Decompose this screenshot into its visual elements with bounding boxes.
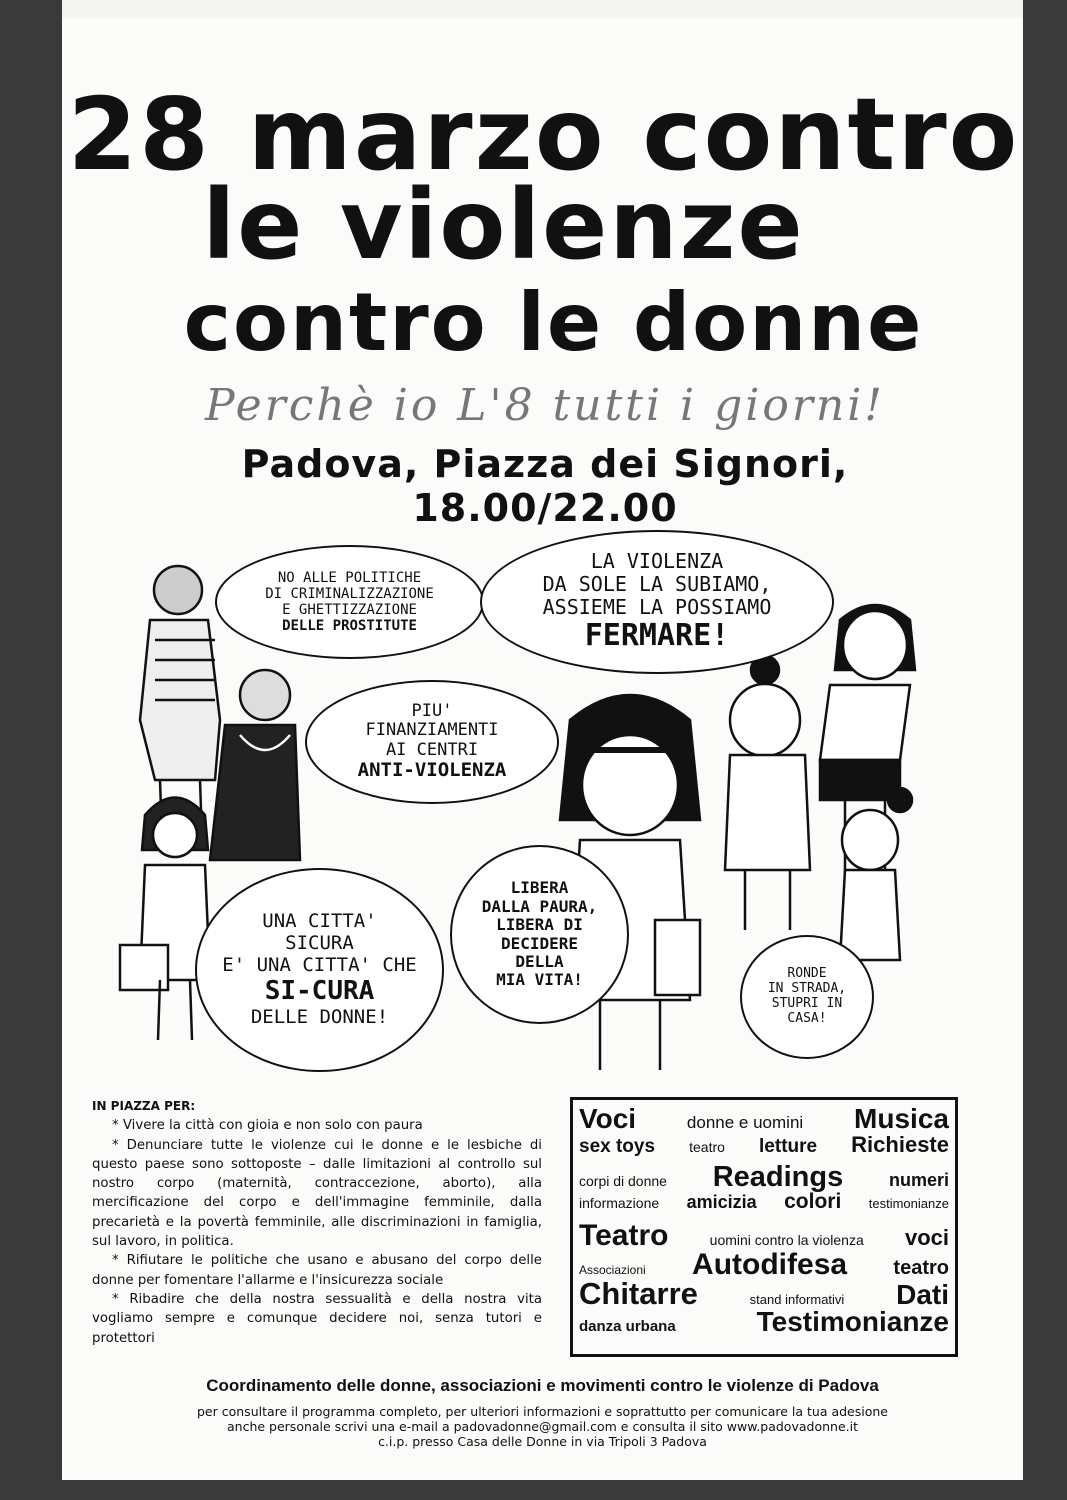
bubble-line: E' UNA CITTA' CHE <box>222 954 417 977</box>
speech-bubble-fermare <box>480 530 834 674</box>
word: Autodifesa <box>692 1248 848 1281</box>
word: Testimonianze <box>756 1306 949 1337</box>
in-piazza-item: * Rifiutare le politiche che usano e abusano del corpo delle donne per fomentare l'allarme e l'insicurezza sociale <box>92 1253 542 1288</box>
tagline: Perchè io L'8 tutti i giorni! <box>205 380 885 431</box>
word: Associazioni <box>579 1263 646 1277</box>
contact-line: per consultare il programma completo, per ulteriori informazioni e soprattutto per comunicare la tua adesione <box>197 1404 888 1419</box>
word: Musica <box>854 1103 949 1134</box>
word: teatro <box>893 1257 949 1279</box>
bubble-line: DECIDERE <box>500 933 579 953</box>
in-piazza-item: * Vivere la città con gioia e non solo con paura <box>112 1118 423 1134</box>
speech-bubble-ronde <box>740 935 874 1059</box>
word-cloud-row <box>579 1162 949 1191</box>
word: danza urbana <box>579 1318 676 1335</box>
bubble-line: DA SOLE LA SUBIAMO, <box>542 572 772 597</box>
word-cloud-row <box>579 1307 949 1336</box>
word: Dati <box>896 1279 949 1310</box>
in-piazza-section <box>92 1097 542 1348</box>
speech-bubble-finanziamenti <box>305 680 559 804</box>
word: amicizia <box>686 1192 757 1212</box>
figure-girl-glasses <box>840 788 912 960</box>
in-piazza-item: * Ribadire che della nostra sessualità e della nostra vita vogliamo sempre e comunque decidere noi, senza tutori e protettori <box>92 1291 542 1346</box>
in-piazza-item: * Denunciare tutte le violenze cui le donne e le lesbiche di questo paese sono sottoposte – dalle limitazioni al controllo sul nostro corpo (maternità, contraccezione, aborto), alla mercificazione del corpo e dell'immagine femminile, dalla precarietà e la povertà femminile, alle discriminazioni in famiglia, sul lavoro, in politica. <box>92 1137 542 1250</box>
word: Chitarre <box>579 1276 698 1311</box>
bubble-line: FERMARE! <box>584 618 730 654</box>
figure-girl-bun <box>725 656 810 930</box>
bubble-line: SICURA <box>285 932 354 955</box>
word-cloud-row <box>579 1219 949 1252</box>
word: Readings <box>712 1161 844 1193</box>
speech-bubble-prostitute <box>215 545 484 659</box>
word: voci <box>904 1225 949 1250</box>
title-line-3: contro le donne <box>183 276 924 369</box>
title-line-2: le violenze <box>202 169 805 281</box>
speech-bubble-citta-sicura <box>195 868 444 1072</box>
bubble-line: PIU' <box>411 700 453 721</box>
word: Richieste <box>851 1132 949 1157</box>
bubble-line: UNA CITTA' <box>262 910 377 933</box>
bubble-line: STUPRI IN <box>771 996 843 1011</box>
bubble-line: DI CRIMINALIZZAZIONE <box>265 585 434 602</box>
word: Voci <box>579 1103 637 1134</box>
word-cloud-row <box>579 1191 949 1220</box>
figure-woman-handbag <box>120 798 210 1041</box>
title-line-1: 28 marzo contro <box>67 76 1020 193</box>
bubble-line: SI-CURA <box>264 975 375 1006</box>
word-cloud-row <box>579 1104 949 1133</box>
bubble-line: MIA VITA! <box>496 970 583 990</box>
bubble-line: CASA! <box>787 1010 827 1026</box>
word: sex toys <box>579 1136 656 1157</box>
bubble-line: E GHETTIZZAZIONE <box>282 602 417 618</box>
word: stand informativi <box>749 1292 845 1307</box>
speech-bubble-libera <box>450 845 629 1024</box>
bubble-line: LA VIOLENZA <box>590 549 724 574</box>
bubble-line: LIBERA DI <box>496 915 583 935</box>
contact-info <box>62 1404 1023 1449</box>
bubble-line: LIBERA <box>510 878 569 898</box>
word-cloud-row <box>579 1133 949 1162</box>
word: corpi di donne <box>579 1173 667 1189</box>
word: colori <box>784 1190 842 1213</box>
word: letture <box>759 1136 818 1157</box>
figure-woman-necklace <box>210 670 300 860</box>
contact-line: anche personale scrivi una e-mail a padovadonne@gmail.com e consulta il sito www.padovadonne.it <box>227 1419 858 1434</box>
word: numeri <box>888 1170 949 1190</box>
word: informazione <box>579 1195 660 1211</box>
word: testimonianze <box>868 1196 949 1211</box>
word: teatro <box>689 1139 725 1155</box>
bubble-line: AI CENTRI <box>385 739 479 760</box>
organizer-line: Coordinamento delle donne, associazioni e movimenti contro le violenze di Padova <box>206 1376 879 1395</box>
bubble-line: DALLA PAURA, <box>481 896 598 916</box>
scan-border-bottom <box>0 1480 1067 1500</box>
bubble-line: RONDE <box>787 966 827 982</box>
bubble-line: ANTI-VIOLENZA <box>357 759 507 782</box>
bubble-line: DELLE DONNE! <box>250 1005 389 1028</box>
word: donne e uomini <box>686 1113 804 1132</box>
word: Teatro <box>579 1219 669 1252</box>
event-place-time: Padova, Piazza dei Signori, 18.00/22.00 <box>241 442 849 530</box>
bubble-line: NO ALLE POLITICHE <box>277 569 422 586</box>
bubble-line: DELLE PROSTITUTE <box>282 618 417 635</box>
word-cloud-row <box>579 1276 949 1311</box>
bubble-line: DELLA <box>515 951 564 971</box>
bubble-line: IN STRADA, <box>767 981 847 997</box>
program-word-cloud <box>570 1097 958 1357</box>
bubble-line: FINANZIAMENTI <box>365 720 499 741</box>
word: uomini contro la violenza <box>709 1232 864 1248</box>
word-cloud-row <box>579 1248 949 1281</box>
in-piazza-heading: IN PIAZZA PER: <box>92 1099 196 1113</box>
bubble-line: ASSIEME LA POSSIAMO <box>542 595 772 620</box>
contact-line: c.i.p. presso Casa delle Donne in via Tripoli 3 Padova <box>378 1434 707 1449</box>
